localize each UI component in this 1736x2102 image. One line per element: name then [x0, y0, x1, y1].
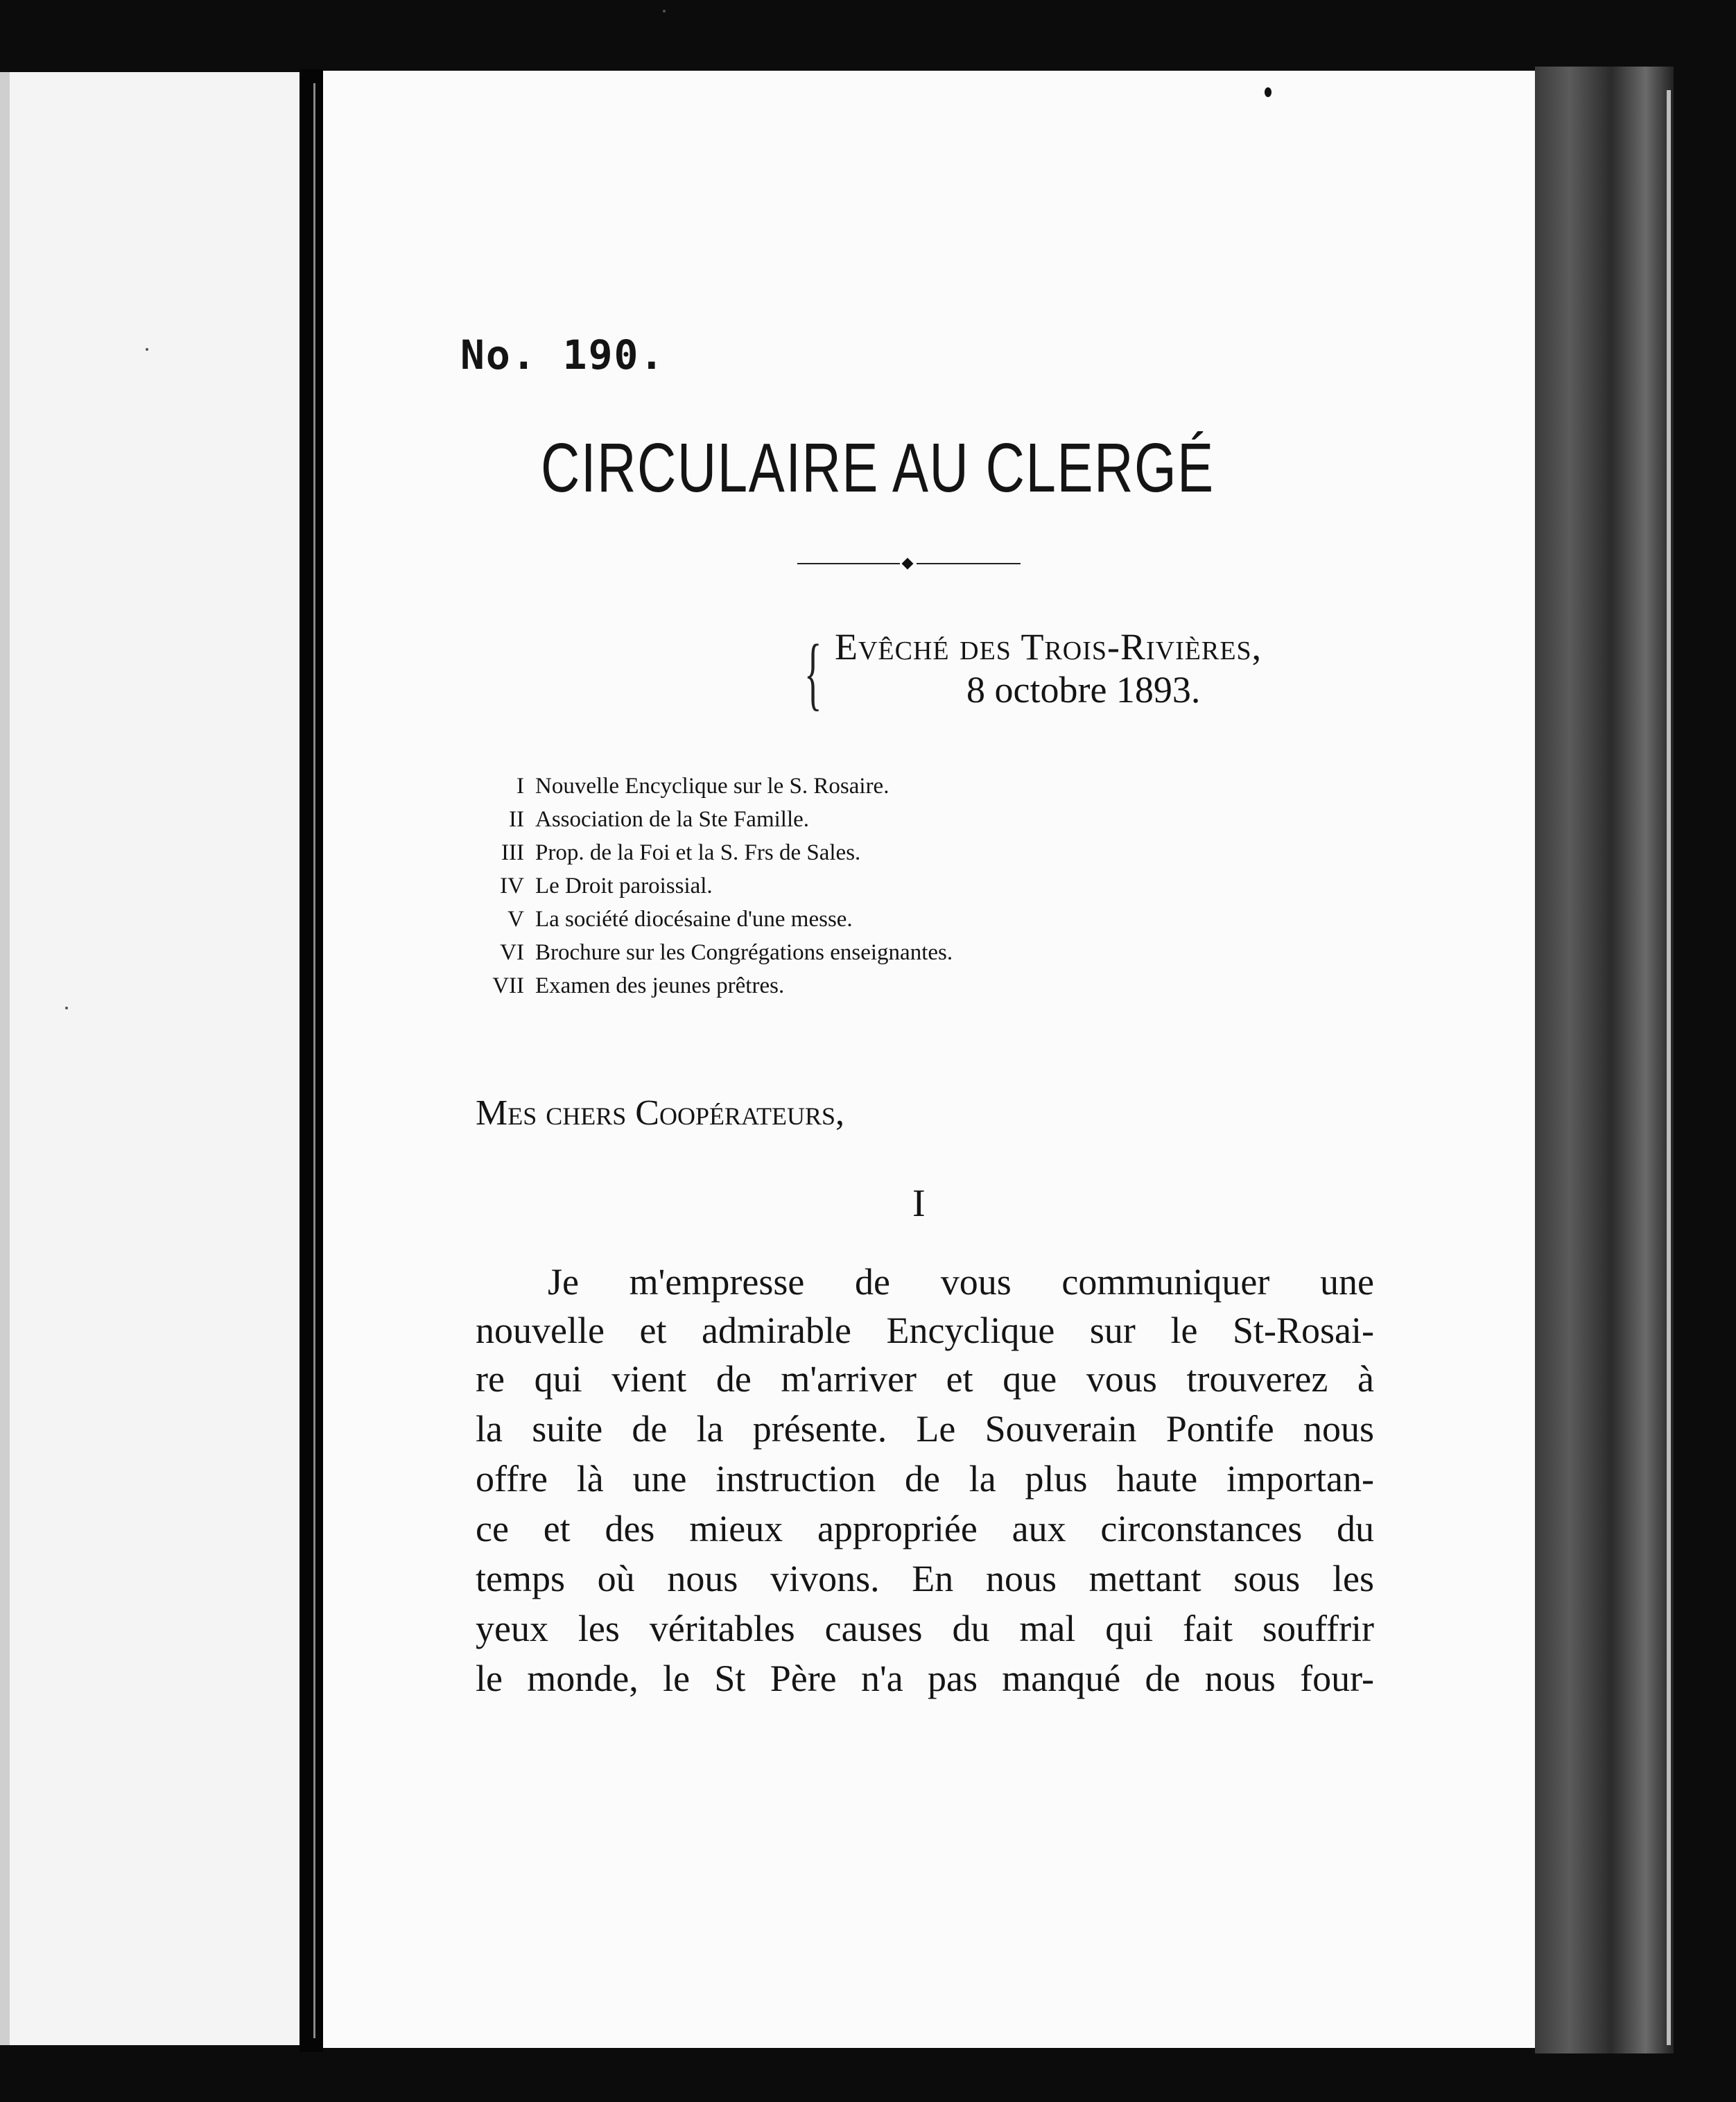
contents-item: La société diocésaine d'une messe.: [535, 907, 853, 932]
page-edge-line: [1667, 90, 1671, 2045]
page-title: CIRCULAIRE AU CLERGÉ: [541, 429, 1215, 507]
body-line: re qui vient de m'arriver et que vous trouverez à: [476, 1358, 1374, 1400]
contents-item: Examen des jeunes prêtres.: [535, 973, 785, 998]
contents-item: Nouvelle Encyclique sur le S. Rosaire.: [535, 774, 889, 799]
body-line: temps où nous vivons. En nous mettant sous les: [476, 1558, 1374, 1599]
circular-number: No. 190.: [460, 331, 666, 379]
gutter-line: [313, 83, 315, 2038]
place-line: Evêché des Trois-Rivières,: [835, 626, 1262, 668]
section-heading: I: [912, 1182, 926, 1225]
body-line: nouvelle et admirable Encyclique sur le St-Rosai-: [476, 1310, 1374, 1351]
contents-numeral: I: [517, 774, 524, 799]
contents-numeral: IV: [500, 874, 524, 898]
book-gutter: [300, 69, 323, 2052]
body-line: offre là une instruction de la plus haute importan-: [476, 1458, 1374, 1500]
ink-speck: [65, 1007, 68, 1009]
facing-page-edge: [0, 72, 10, 2045]
ink-speck: [663, 10, 666, 12]
page-edge-block: [1535, 67, 1674, 2053]
contents-item: Brochure sur les Congrégations enseignantes.: [535, 940, 953, 965]
facing-page-left: [0, 72, 300, 2045]
contents-numeral: V: [507, 907, 524, 932]
contents-item: Le Droit paroissial.: [535, 874, 713, 898]
contents-numeral: VI: [500, 940, 524, 965]
body-line: la suite de la présente. Le Souverain Pontife nous: [476, 1408, 1374, 1450]
contents-numeral: III: [501, 840, 524, 865]
ink-spot: [1265, 87, 1271, 97]
ink-speck: [146, 348, 148, 351]
contents-item: Prop. de la Foi et la S. Frs de Sales.: [535, 840, 861, 865]
body-line: le monde, le St Père n'a pas manqué de nous four-: [476, 1658, 1374, 1699]
contents-item: Association de la Ste Famille.: [535, 807, 810, 832]
contents-numeral: II: [509, 807, 524, 832]
title-ornament: [797, 557, 1021, 570]
brace-glyph: {: [804, 627, 822, 718]
body-line: ce et des mieux appropriée aux circonstances du: [476, 1508, 1374, 1549]
body-line: Je m'empresse de vous communiquer une: [548, 1261, 1374, 1303]
body-line: yeux les véritables causes du mal qui fait souffrir: [476, 1608, 1374, 1649]
salutation: Mes chers Coopérateurs,: [476, 1093, 845, 1133]
date-line: 8 octobre 1893.: [966, 669, 1201, 711]
contents-numeral: VII: [492, 973, 524, 998]
